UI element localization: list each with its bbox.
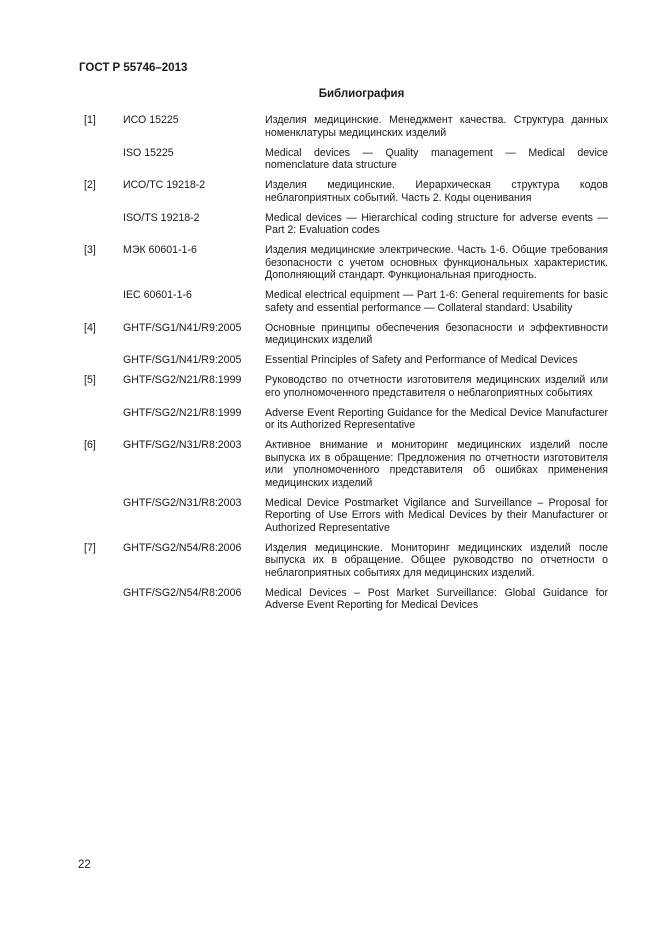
bibliography-entry: [0, 244, 661, 282]
entry-number: [3]: [84, 244, 96, 256]
bibliography-entry: [0, 322, 661, 347]
entry-number: [2]: [84, 179, 96, 191]
bibliography-entry: [0, 439, 661, 489]
entry-code: GHTF/SG1/N41/R9:2005: [123, 321, 242, 334]
entry-description: Adverse Event Reporting Guidance for the Medical Device Manufacturer or its Authorized Representative: [265, 406, 608, 431]
entry-description: Medical devices — Hierarchical coding structure for adverse events — Part 2: Evaluation codes: [265, 211, 608, 236]
entry-description: Medical electrical equipment — Part 1-6: General requirements for basic safety and essential performance — Collateral standard: Usability: [265, 289, 608, 314]
bibliography-entry: [0, 587, 661, 612]
entry-description: Изделия медицинские. Менеджмент качества. Структура данных номенклатуры медицинских изделий: [265, 114, 608, 139]
entry-code: GHTF/SG2/N31/R8:2003: [123, 439, 242, 451]
document-id: ГОСТ Р 55746–2013: [79, 62, 188, 74]
entry-number: [1]: [84, 114, 96, 126]
entry-description: Изделия медицинские электрические. Часть 1-6. Общие требования безопасности с учетом основных функциональных характеристик. Дополняющий стандарт. Функциональная пригодность.: [265, 244, 608, 281]
entry-code: ISO/TS 19218-2: [123, 211, 200, 224]
page-number: 22: [78, 859, 91, 871]
entry-code: МЭК 60601-1-6: [123, 244, 197, 256]
bibliography-entry: [0, 179, 661, 204]
bibliography-entry: [0, 289, 661, 314]
entry-description: Medical Device Postmarket Vigilance and Surveillance – Proposal for Reporting of Use Errors with Medical Devices by their Manufacturer or Authorized Representative: [265, 496, 608, 534]
entry-description: Активное внимание и мониторинг медицинских изделий после выпуска их в обращение: Предложения по отчетности изготовителя или уполномоченного представителя об ошибках применения медицинских изделий: [265, 439, 608, 489]
entry-code: GHTF/SG2/N21/R8:1999: [123, 374, 242, 386]
entry-code: GHTF/SG2/N31/R8:2003: [123, 496, 242, 509]
entry-code: GHTF/SG2/N21/R8:1999: [123, 406, 242, 419]
entry-description: Изделия медицинские. Иерархическая структура кодов неблагоприятных событий. Часть 2. Коды оценивания: [265, 179, 608, 204]
entry-number: [5]: [84, 374, 96, 386]
bibliography-entry: [0, 407, 661, 432]
entry-code: GHTF/SG1/N41/R9:2005: [123, 354, 242, 366]
bibliography-entry: [0, 374, 661, 399]
bibliography-entry: [0, 354, 661, 367]
entry-code: ISO 15225: [123, 146, 174, 159]
bibliography-list: [0, 114, 661, 619]
bibliography-entry: [0, 147, 661, 172]
bibliography-entry: [0, 114, 661, 139]
entry-description: Основные принципы обеспечения безопасности и эффективности медицинских изделий: [265, 321, 608, 346]
entry-number: [4]: [84, 321, 96, 334]
entry-description: Essential Principles of Safety and Performance of Medical Devices: [265, 354, 578, 366]
bibliography-entry: [0, 497, 661, 535]
entry-code: IEC 60601-1-6: [123, 289, 192, 301]
bibliography-entry: [0, 542, 661, 580]
section-title: Библиография: [318, 88, 405, 100]
entry-number: [6]: [84, 439, 96, 451]
entry-code: ИСО 15225: [123, 114, 179, 126]
entry-number: [7]: [84, 541, 96, 554]
entry-description: Изделия медицинские. Мониторинг медицинских изделий после выпуска их в обращение. Общее руководство по отчетности о неблагоприятных событиях для медицинских изделий.: [265, 541, 608, 579]
bibliography-entry: [0, 212, 661, 237]
entry-description: Руководство по отчетности изготовителя медицинских изделий или его уполномоченного представителя о неблагоприятных событиях: [265, 374, 608, 399]
entry-code: GHTF/SG2/N54/R8:2006: [123, 586, 242, 599]
entry-code: GHTF/SG2/N54/R8:2006: [123, 541, 242, 554]
entry-description: Medical devices — Quality management — Medical device nomenclature data structure: [265, 146, 608, 171]
entry-description: Medical Devices – Post Market Surveillance: Global Guidance for Adverse Event Reporting for Medical Devices: [265, 586, 608, 611]
entry-code: ИСО/ТС 19218-2: [123, 179, 206, 191]
